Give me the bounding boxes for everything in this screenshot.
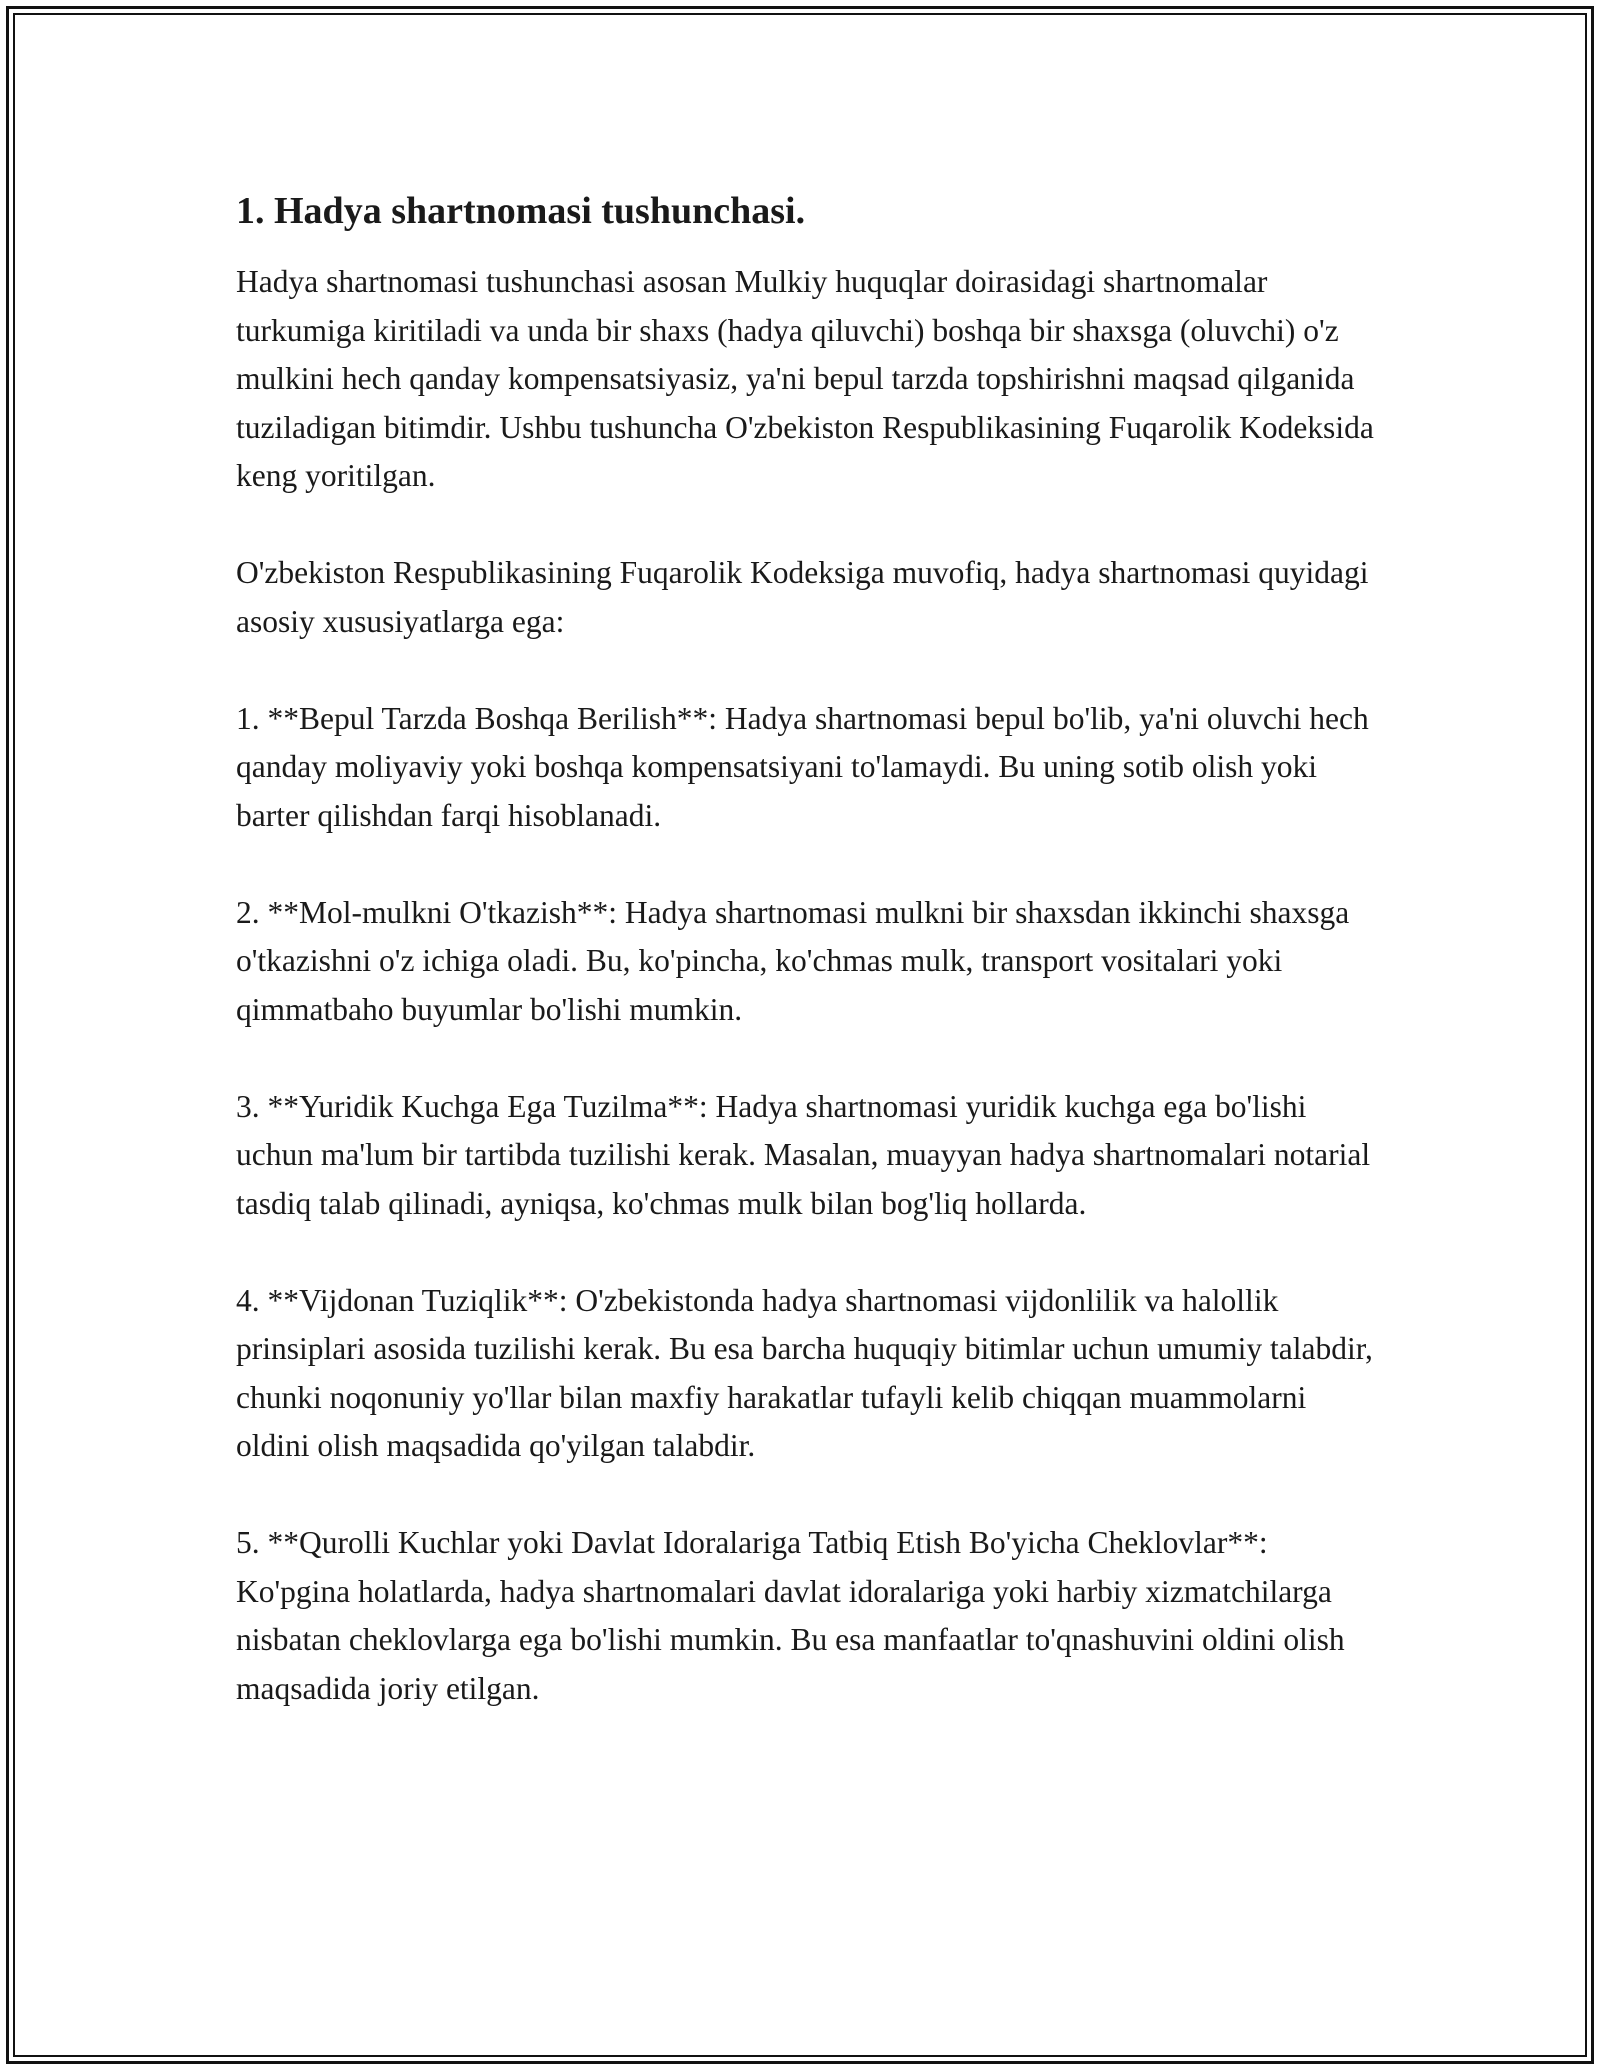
list-item-3: 3. **Yuridik Kuchga Ega Tuzilma**: Hadya shartnomasi yuridik kuchga ega bo'lishi uchun ma'lum bir tartibda tuzilishi kerak. Masalan, muayyan hadya shartnomalari notarial tasdiq talab qilinadi, ayniqsa, ko'chmas mulk bilan bog'liq hollarda.	[236, 1088, 1371, 1221]
list-item-1: 1. **Bepul Tarzda Boshqa Berilish**: Hadya shartnomasi bepul bo'lib, ya'ni oluvchi hech qanday moliyaviy yoki boshqa kompensatsiyani to'lamaydi. Bu uning sotib olish yoki barter qilishdan farqi hisoblanadi.	[236, 700, 1369, 833]
document-body	[236, 186, 1376, 1762]
list-item-5: 5. **Qurolli Kuchlar yoki Davlat Idoralariga Tatbiq Etish Bo'yicha Cheklovlar**: Ko'pgina holatlarda, hadya shartnomalari davlat idoralariga yoki harbiy xizmatchilarga nisbatan cheklovlarga ega bo'lishi mumkin. Bu esa manfaatlar to'qnashuvini oldini olish maqsadida joriy etilgan.	[236, 1525, 1345, 1706]
document-title: 1. Hadya shartnomasi tushunchasi.	[236, 190, 806, 232]
paragraph-features-lead: O'zbekiston Respublikasining Fuqarolik Kodeksiga muvofiq, hadya shartnomasi quyidagi asosiy xususiyatlarga ega:	[236, 555, 1369, 639]
paragraph-intro: Hadya shartnomasi tushunchasi asosan Mulkiy huquqlar doirasidagi shartnomalar turkumiga kiritiladi va unda bir shaxs (hadya qiluvchi) boshqa bir shaxsga (oluvchi) o'z mulkini hech qanday kompensatsiyasiz, ya'ni bepul tarzda topshirishni maqsad qilganida tuziladigan bitimdir. Ushbu tushuncha O'zbekiston Respublikasining Fuqarolik Kodeksida keng yoritilgan.	[236, 264, 1374, 493]
list-item-4: 4. **Vijdonan Tuziqlik**: O'zbekistonda hadya shartnomasi vijdonlilik va halollik prinsiplari asosida tuzilishi kerak. Bu esa barcha huquqiy bitimlar uchun umumiy talabdir, chunki noqonuniy yo'llar bilan maxfiy harakatlar tufayli kelib chiqqan muammolarni oldini olish maqsadida qo'yilgan talabdir.	[236, 1282, 1373, 1463]
list-item-2: 2. **Mol-mulkni O'tkazish**: Hadya shartnomasi mulkni bir shaxsdan ikkinchi shaxsga o'tkazishni o'z ichiga oladi. Bu, ko'pincha, ko'chmas mulk, transport vositalari yoki qimmatbaho buyumlar bo'lishi mumkin.	[236, 894, 1350, 1027]
